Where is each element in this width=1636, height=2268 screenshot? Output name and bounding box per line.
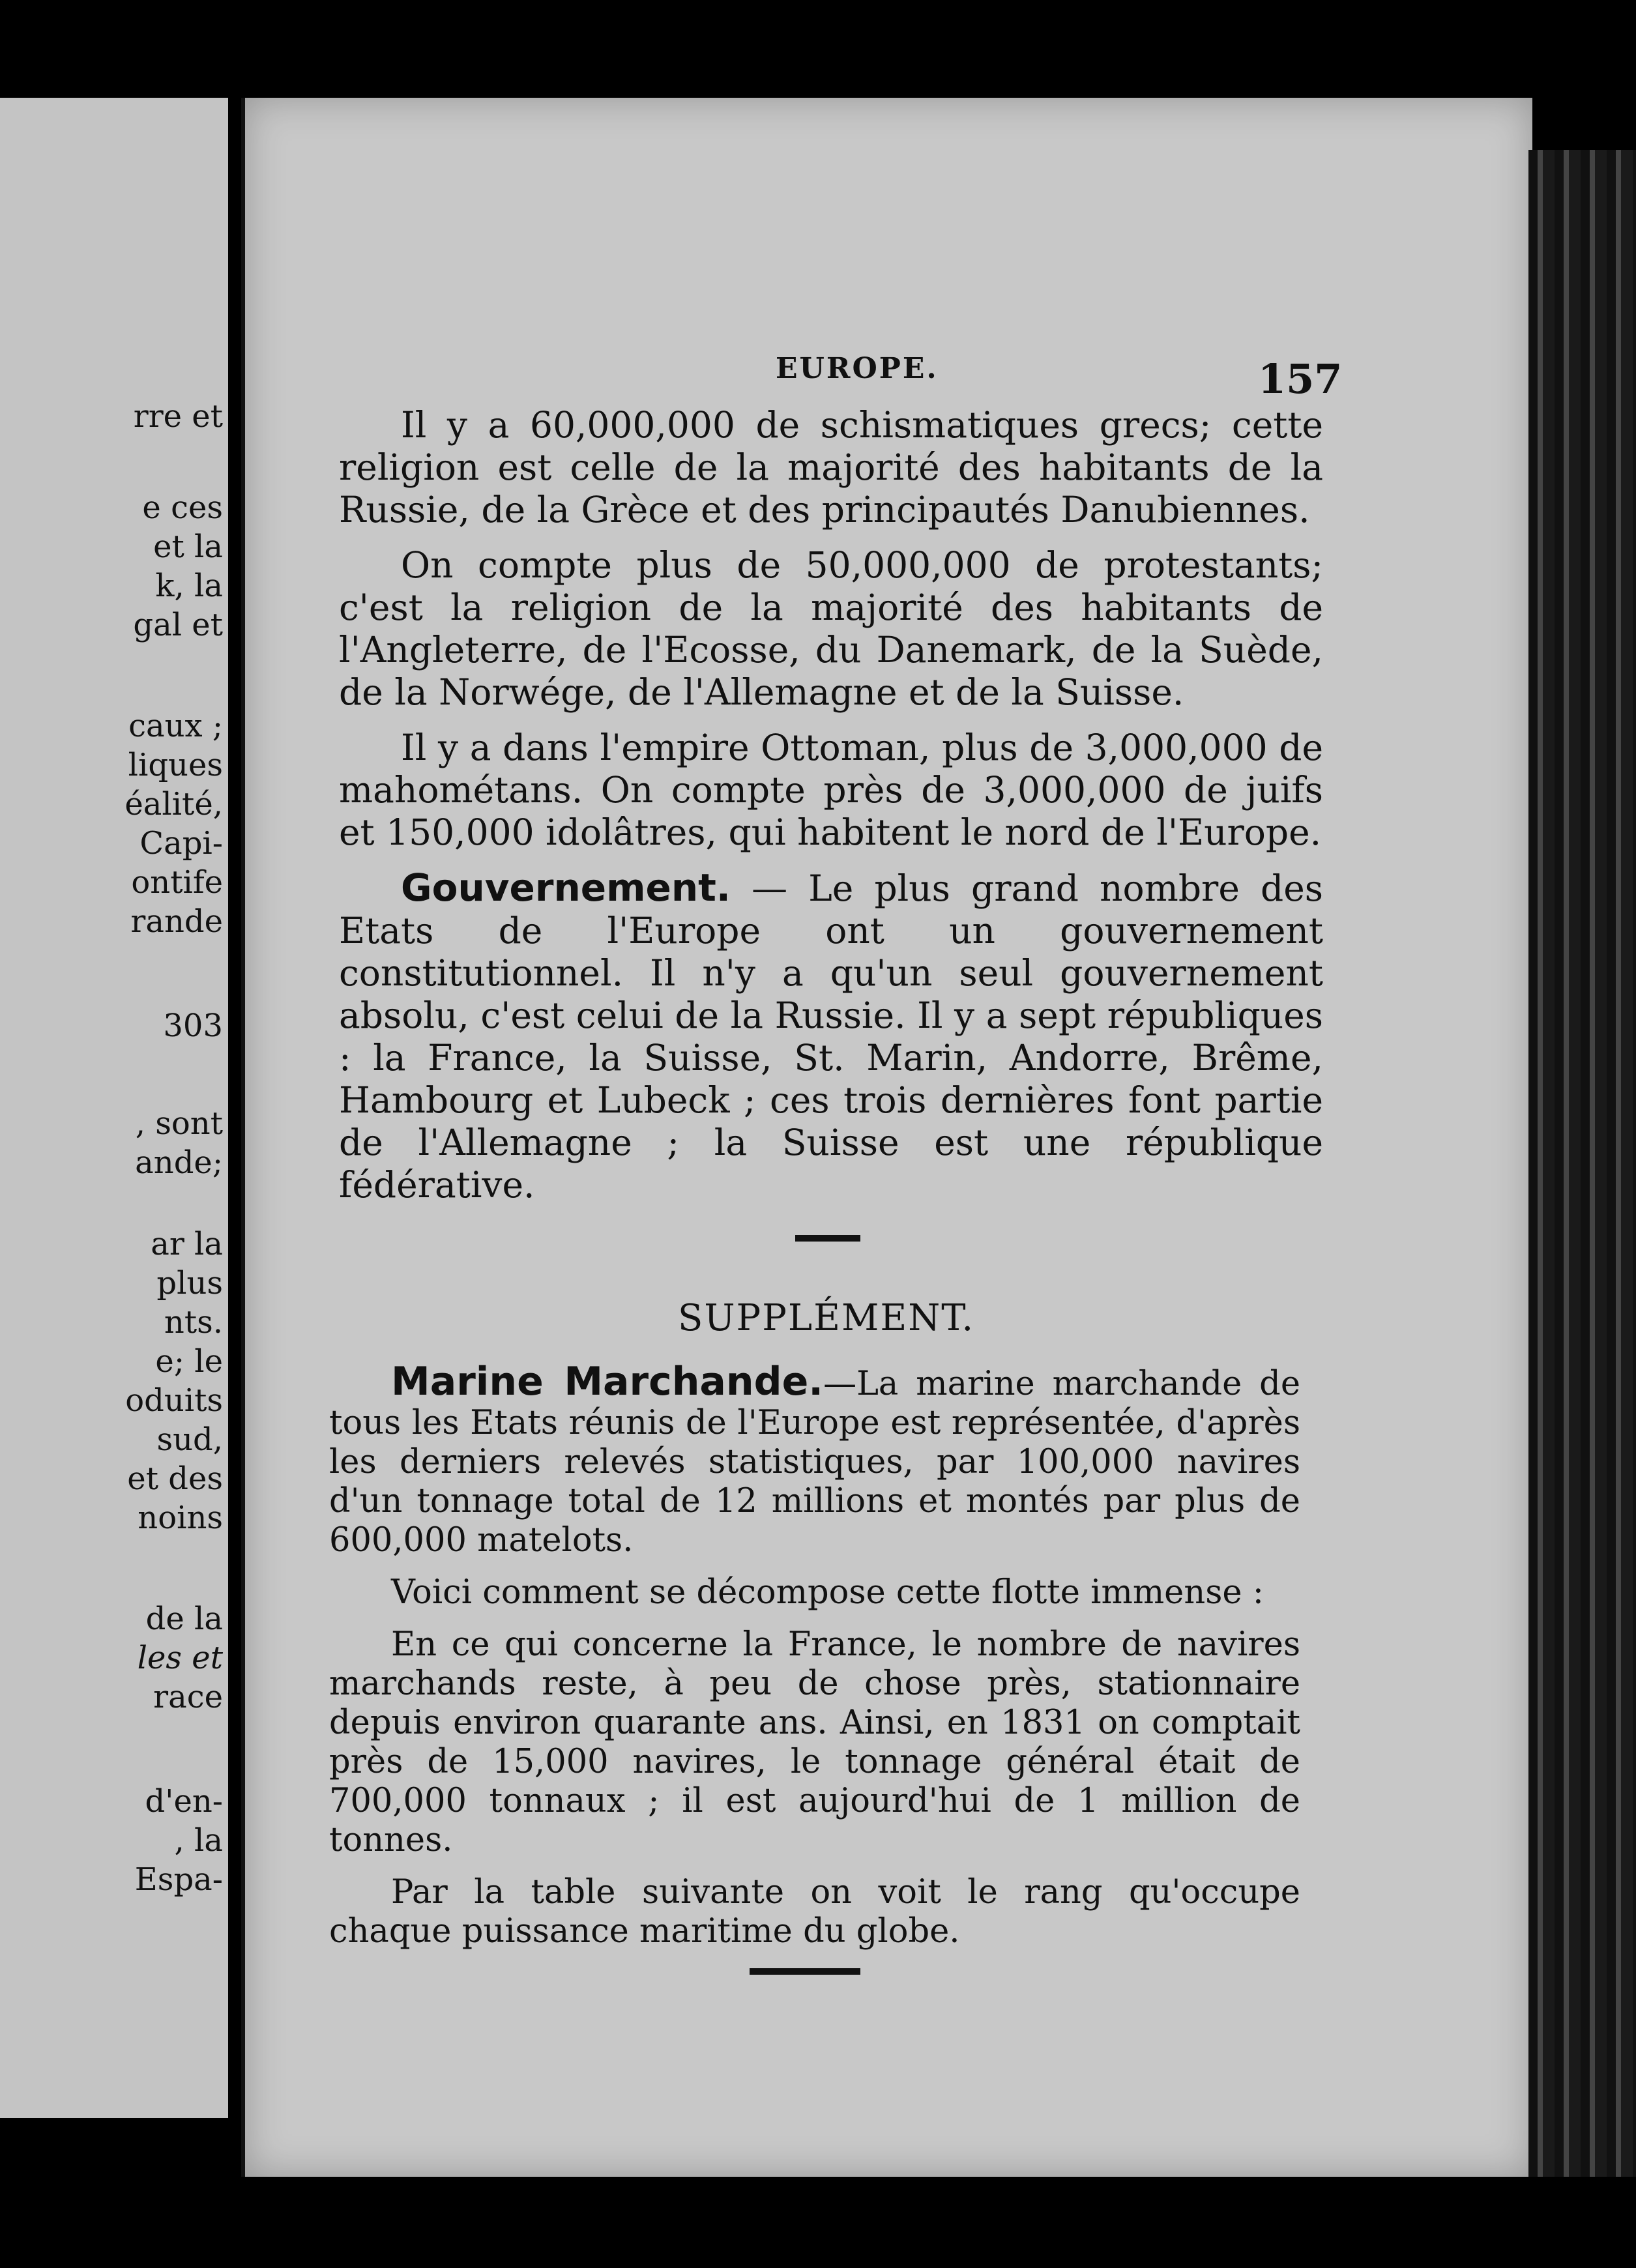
- left-page-line: e ces: [142, 489, 223, 526]
- left-page-line: et des: [127, 1461, 223, 1497]
- left-page-line: les et: [137, 1640, 223, 1676]
- left-page-line: gal et: [133, 607, 223, 643]
- lower-text-block: [329, 1359, 1301, 1951]
- left-page-line: , la: [174, 1822, 223, 1859]
- left-page-line: oduits: [125, 1382, 223, 1419]
- left-page-line: e; le: [155, 1343, 223, 1380]
- left-page-line: plus: [156, 1265, 223, 1301]
- left-page-line: ar la: [151, 1226, 223, 1262]
- left-page-line: 303: [163, 1008, 223, 1044]
- running-head: EUROPE.: [776, 352, 939, 385]
- left-page-line: noins: [138, 1500, 223, 1536]
- left-page-line: nts.: [164, 1304, 223, 1341]
- paragraph-mahometans: Il y a dans l'empire Ottoman, plus de 3,000,000 de mahométans. On compte près de 3,000,000 de juifs et 150,000 idolâtres, qui habitent le nord de l'Europe.: [339, 727, 1323, 853]
- left-page-line: d'en-: [145, 1783, 223, 1820]
- gouvernement-text: — Le plus grand nombre des Etats de l'Europe ont un gouvernement constitutionnel. Il n'y a qu'un seul gouvernement absolu, c'est celui de la Russie. Il y a sept républiques : la France, la Suisse, St. Marin, Andorre, Brême, Hambourg et Lubeck ; ces trois dernières font partie de l'Allemagne ; la Suisse est une république fédérative.: [339, 867, 1323, 1206]
- paragraph-voici: Voici comment se décompose cette flotte immense :: [391, 1573, 1264, 1612]
- left-page-line: race: [153, 1679, 223, 1715]
- page-edges: [1528, 150, 1636, 2177]
- section-title: SUPPLÉMENT.: [678, 1297, 975, 1339]
- page-number: 157: [1258, 355, 1343, 403]
- end-rule: [750, 1968, 860, 1975]
- left-page-line: éalité,: [124, 786, 223, 822]
- left-page-line: caux ;: [128, 708, 223, 744]
- paragraph-gouvernement: [339, 867, 1323, 1206]
- separator-rule: [795, 1235, 860, 1242]
- gouvernement-heading: Gouvernement.: [401, 865, 731, 910]
- left-page-line: et la: [153, 529, 223, 565]
- left-page-line: de la: [145, 1601, 223, 1637]
- left-page-line: Capi-: [139, 825, 223, 862]
- left-page-line: rande: [130, 903, 223, 940]
- paragraph-protestants: On compte plus de 50,000,000 de protestants; c'est la religion de la majorité des habitants de l'Angleterre, de l'Ecosse, du Danemark, de la Suède, de la Norwége, de l'Allemagne et de la Suisse.: [339, 544, 1323, 713]
- marine-text: —La marine marchande de tous les Etats réunis de l'Europe est représentée, d'après les derniers relevés statistiques, par 100,000 navires d'un tonnage total de 12 millions et montés par plus de 600,000 matelots.: [329, 1365, 1301, 1560]
- left-page-line: Espa-: [134, 1861, 223, 1898]
- marine-heading: Marine Marchande.: [391, 1359, 824, 1404]
- left-page-line: rre et: [133, 398, 223, 435]
- paragraph-marine: [329, 1359, 1301, 1560]
- paragraph-schismatiques: Il y a 60,000,000 de schismatiques grecs; cette religion est celle de la majorité des habitants de la Russie, de la Grèce et des principautés Danubiennes.: [339, 404, 1323, 531]
- left-page-line: liques: [128, 747, 223, 783]
- left-page-line: k, la: [155, 568, 223, 604]
- left-page-line: sud,: [156, 1421, 223, 1458]
- upper-text-block: [339, 404, 1323, 1206]
- left-facing-page: [0, 98, 228, 2118]
- left-page-line: ande;: [135, 1144, 223, 1181]
- paragraph-france: En ce qui concerne la France, le nombre de navires marchands reste, à peu de chose près, stationnaire depuis environ quarante ans. Ainsi, en 1831 on comptait près de 15,000 navires, le tonnage général était de 700,000 tonnaux ; il est aujourd'hui de 1 million de tonnes.: [329, 1625, 1300, 1859]
- left-page-line: , sont: [135, 1105, 223, 1142]
- paragraph-table: Par la table suivante on voit le rang qu'occupe chaque puissance maritime du globe.: [329, 1873, 1300, 1951]
- left-page-line: ontife: [131, 864, 223, 901]
